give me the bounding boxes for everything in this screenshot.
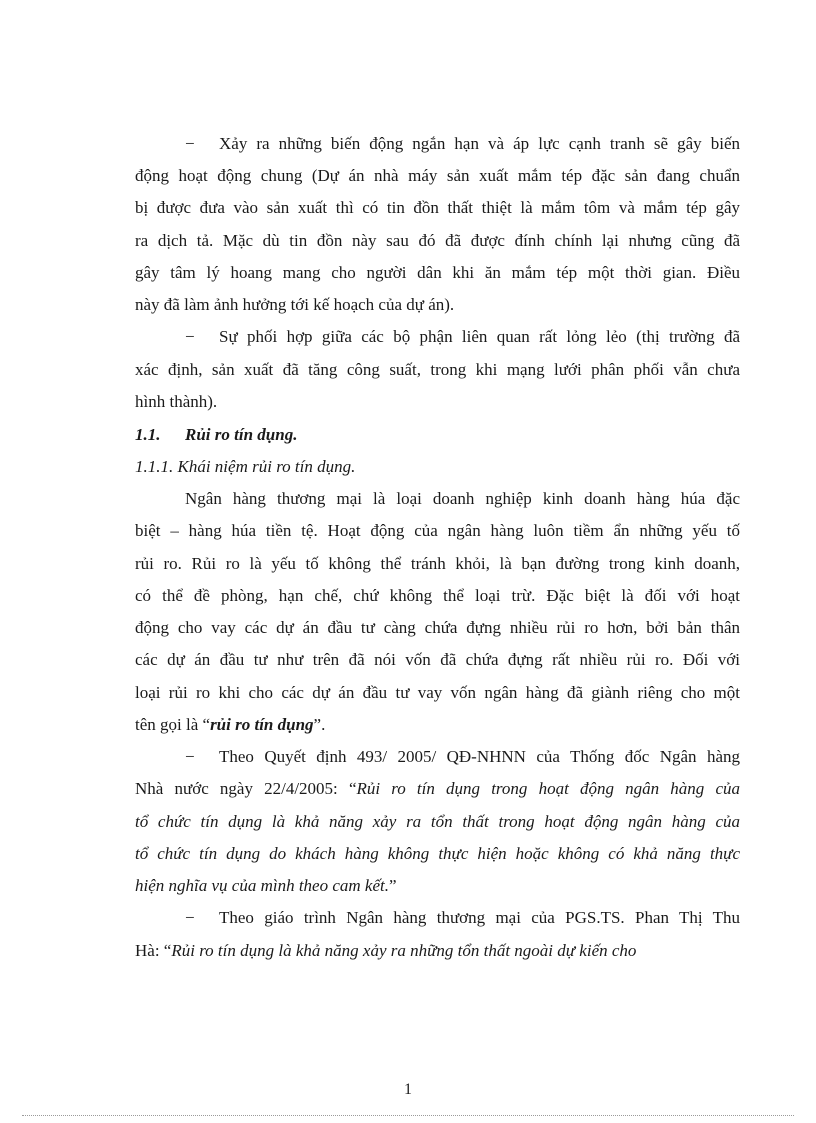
paragraph-4-line-5: hiện nghĩa vụ của mình theo cam kết.”: [135, 876, 397, 895]
page-number: 1: [404, 1081, 412, 1098]
dash-bullet: −: [185, 908, 195, 927]
section-number: 1.1.: [135, 425, 161, 444]
dash-bullet: −: [185, 747, 195, 766]
paragraph-1-line-1: − Xảy ra những biến động ngắn hạn và áp lực cạnh tranh sẽ gây biến: [185, 132, 740, 156]
paragraph-1-line-5: gây tâm lý hoang mang cho người dân khi ăn mắm tép một thời gian. Điều: [135, 263, 740, 282]
paragraph-1-line-6: này đã làm ảnh hưởng tới kế hoạch của dự án).: [135, 295, 455, 314]
paragraph-4-line-3: tổ chức tín dụng là khả năng xảy ra tổn thất trong hoạt động ngân hàng của: [135, 812, 740, 831]
subsection-heading: 1.1.1. Khái niệm rủi ro tín dụng.: [135, 457, 356, 476]
paragraph-2-line-3: hình thành).: [135, 392, 218, 411]
paragraph-4-line-2: Nhà nước ngày 22/4/2005: “Rủi ro tín dụng trong hoạt động ngân hàng của: [135, 779, 740, 798]
paragraph-1-line-2: động hoạt động chung (Dự án nhà máy sản xuất mắm tép đặc sản đang chuẩn: [135, 166, 740, 185]
paragraph-3-line-7: loại rủi ro khi cho các dự án đầu tư vay vốn ngân hàng đã giành riêng cho một: [135, 683, 740, 702]
paragraph-4-line-4: tổ chức tín dụng do khách hàng không thực hiện hoặc không có khả năng thực: [135, 844, 740, 863]
footer-divider: [22, 1115, 794, 1116]
paragraph-5-line-2: Hà: “Rủi ro tín dụng là khả năng xảy ra những tổn thất ngoài dự kiến cho: [135, 941, 637, 960]
dash-bullet: −: [185, 134, 195, 153]
paragraph-3-line-1: Ngân hàng thương mại là loại doanh nghiệp kinh doanh hàng húa đặc: [185, 489, 740, 508]
section-title: Rủi ro tín dụng.: [185, 425, 298, 444]
section-heading: [135, 423, 740, 447]
paragraph-1-line-3: bị được đưa vào sản xuất thì có tin đồn thất thiệt là mắm tôm và mắm tép gây: [135, 198, 740, 217]
paragraph-3-line-6: các dự án đầu tư như trên đã nói vốn đã chứa đựng rất nhiều rủi ro. Đối với: [135, 650, 740, 669]
paragraph-4-line-1: − Theo Quyết định 493/ 2005/ QĐ-NHNN của Thống đốc Ngân hàng: [185, 745, 740, 769]
paragraph-2-line-1: − Sự phối hợp giữa các bộ phận liên quan rất lỏng lẻo (thị trường đã: [185, 325, 740, 349]
paragraph-3-line-4: có thể đề phòng, hạn chế, chứ không thể loại trừ. Đặc biệt là đối với hoạt: [135, 586, 740, 605]
dash-bullet: −: [185, 327, 195, 346]
paragraph-3-line-3: rủi ro. Rủi ro là yếu tố không thể tránh khỏi, là bạn đường trong kinh doanh,: [135, 554, 740, 573]
paragraph-3-line-5: động cho vay các dự án đầu tư càng chứa đựng nhiều rủi ro hơn, bởi bản thân: [135, 618, 740, 637]
paragraph-5-line-1: − Theo giáo trình Ngân hàng thương mại của PGS.TS. Phan Thị Thu: [185, 906, 740, 930]
paragraph-3-line-2: biệt – hàng húa tiền tệ. Hoạt động của ngân hàng luôn tiềm ẩn những yếu tố: [135, 521, 740, 540]
paragraph-2-line-2: xác định, sản xuất đã tăng công suất, trong khi mạng lưới phân phối vẫn chưa: [135, 360, 740, 379]
paragraph-1-line-4: ra dịch tả. Mặc dù tin đồn này sau đó đã được đính chính lại nhưng cũng đã: [135, 231, 740, 250]
paragraph-3-line-8: tên gọi là “rủi ro tín dụng”.: [135, 715, 326, 734]
emphasized-term: rủi ro tín dụng: [210, 715, 314, 734]
